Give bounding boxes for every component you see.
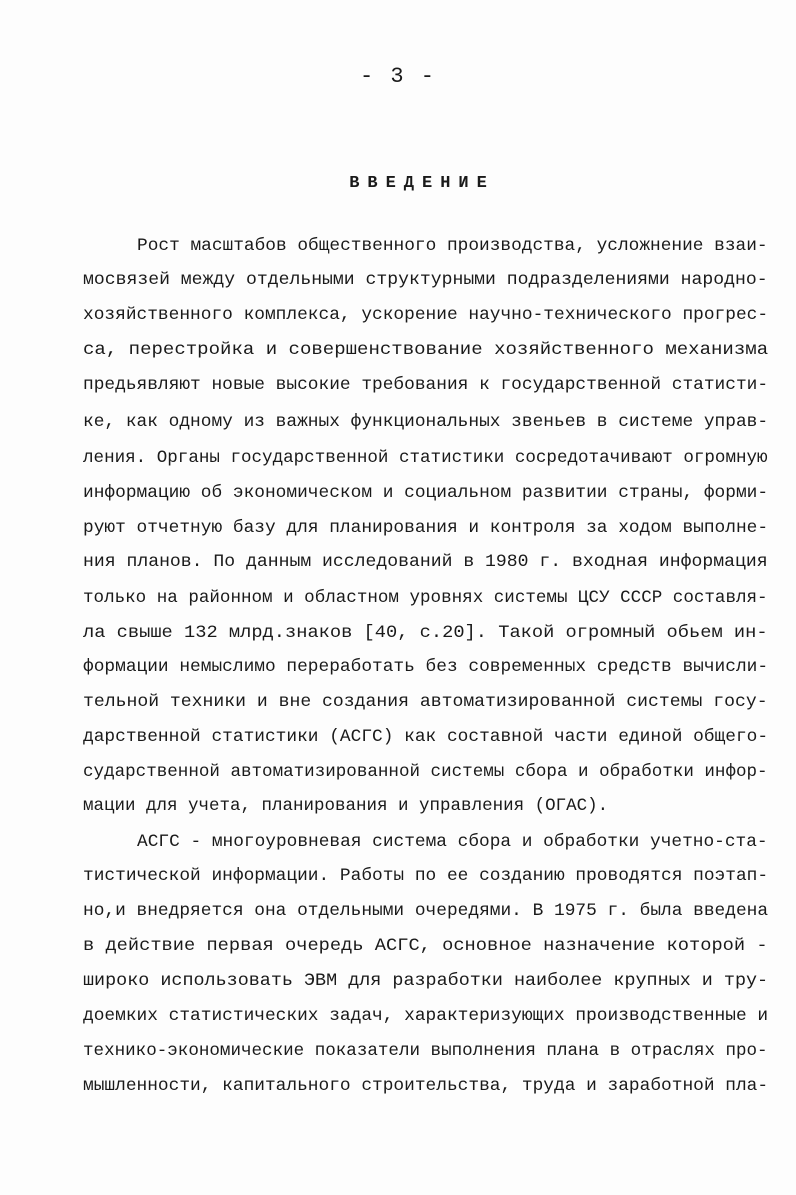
- text-line: руют отчетную базу для планирования и контроля за ходом выполне-: [83, 518, 769, 538]
- text-line: ления. Органы государственной статистики сосредотачивают огромную: [83, 448, 768, 468]
- text-line: дарственной статистики (АСГС) как составной части единой общего-: [83, 727, 769, 747]
- section-heading: ВВЕДЕНИЕ: [349, 174, 495, 193]
- text-line: но,и внедряется она отдельными очередями. В 1975 г. была введена: [83, 901, 769, 921]
- text-line: широко использовать ЭВМ для разработки наиболее крупных и тру-: [83, 971, 769, 991]
- text-line: ке, как одному из важных функциональных звеньев в системе управ-: [83, 412, 769, 432]
- text-line: Рост масштабов общественного производства, усложнение взаи-: [137, 236, 768, 256]
- text-line: доемких статистических задач, характеризующих производственные и: [83, 1006, 769, 1026]
- text-line: мосвязей между отдельными структурными подразделениями народно-: [83, 270, 768, 290]
- text-line: только на районном и областном уровнях системы ЦСУ СССР составля-: [83, 588, 768, 608]
- text-line: тистической информации. Работы по ее созданию проводятся поэтап-: [83, 866, 769, 886]
- text-line: са, перестройка и совершенствование хозяйственного механизма: [83, 340, 769, 360]
- text-line: хозяйственного комплекса, ускорение научно-технического прогрес-: [83, 305, 769, 325]
- text-line: в действие первая очередь АСГС, основное назначение которой -: [83, 936, 768, 956]
- text-line: ния планов. По данным исследований в 1980 г. входная информация: [83, 552, 768, 572]
- text-line: ла свыше 132 млрд.знаков [40, с.20]. Такой огромный обьем ин-: [83, 623, 768, 643]
- text-line: АСГС - многоуровневая система сбора и обработки учетно-ста-: [137, 832, 768, 852]
- text-line: сударственной автоматизированной системы сбора и обработки инфор-: [83, 762, 768, 782]
- page-number: - 3 -: [359, 64, 436, 89]
- text-line: формации немыслимо переработать без современных средств вычисли-: [83, 657, 769, 677]
- text-line: технико-экономические показатели выполнения плана в отраслях про-: [83, 1041, 768, 1061]
- text-line: информацию об экономическом и социальном развитии страны, форми-: [83, 483, 769, 503]
- text-line: тельной техники и вне создания автоматизированной системы госу-: [83, 692, 768, 712]
- text-line: мации для учета, планирования и управления (ОГАС).: [83, 796, 609, 816]
- text-line: предьявляют новые высокие требования к государственной статисти-: [83, 375, 769, 395]
- text-line: мышленности, капитального строительства, труда и заработной пла-: [83, 1076, 769, 1096]
